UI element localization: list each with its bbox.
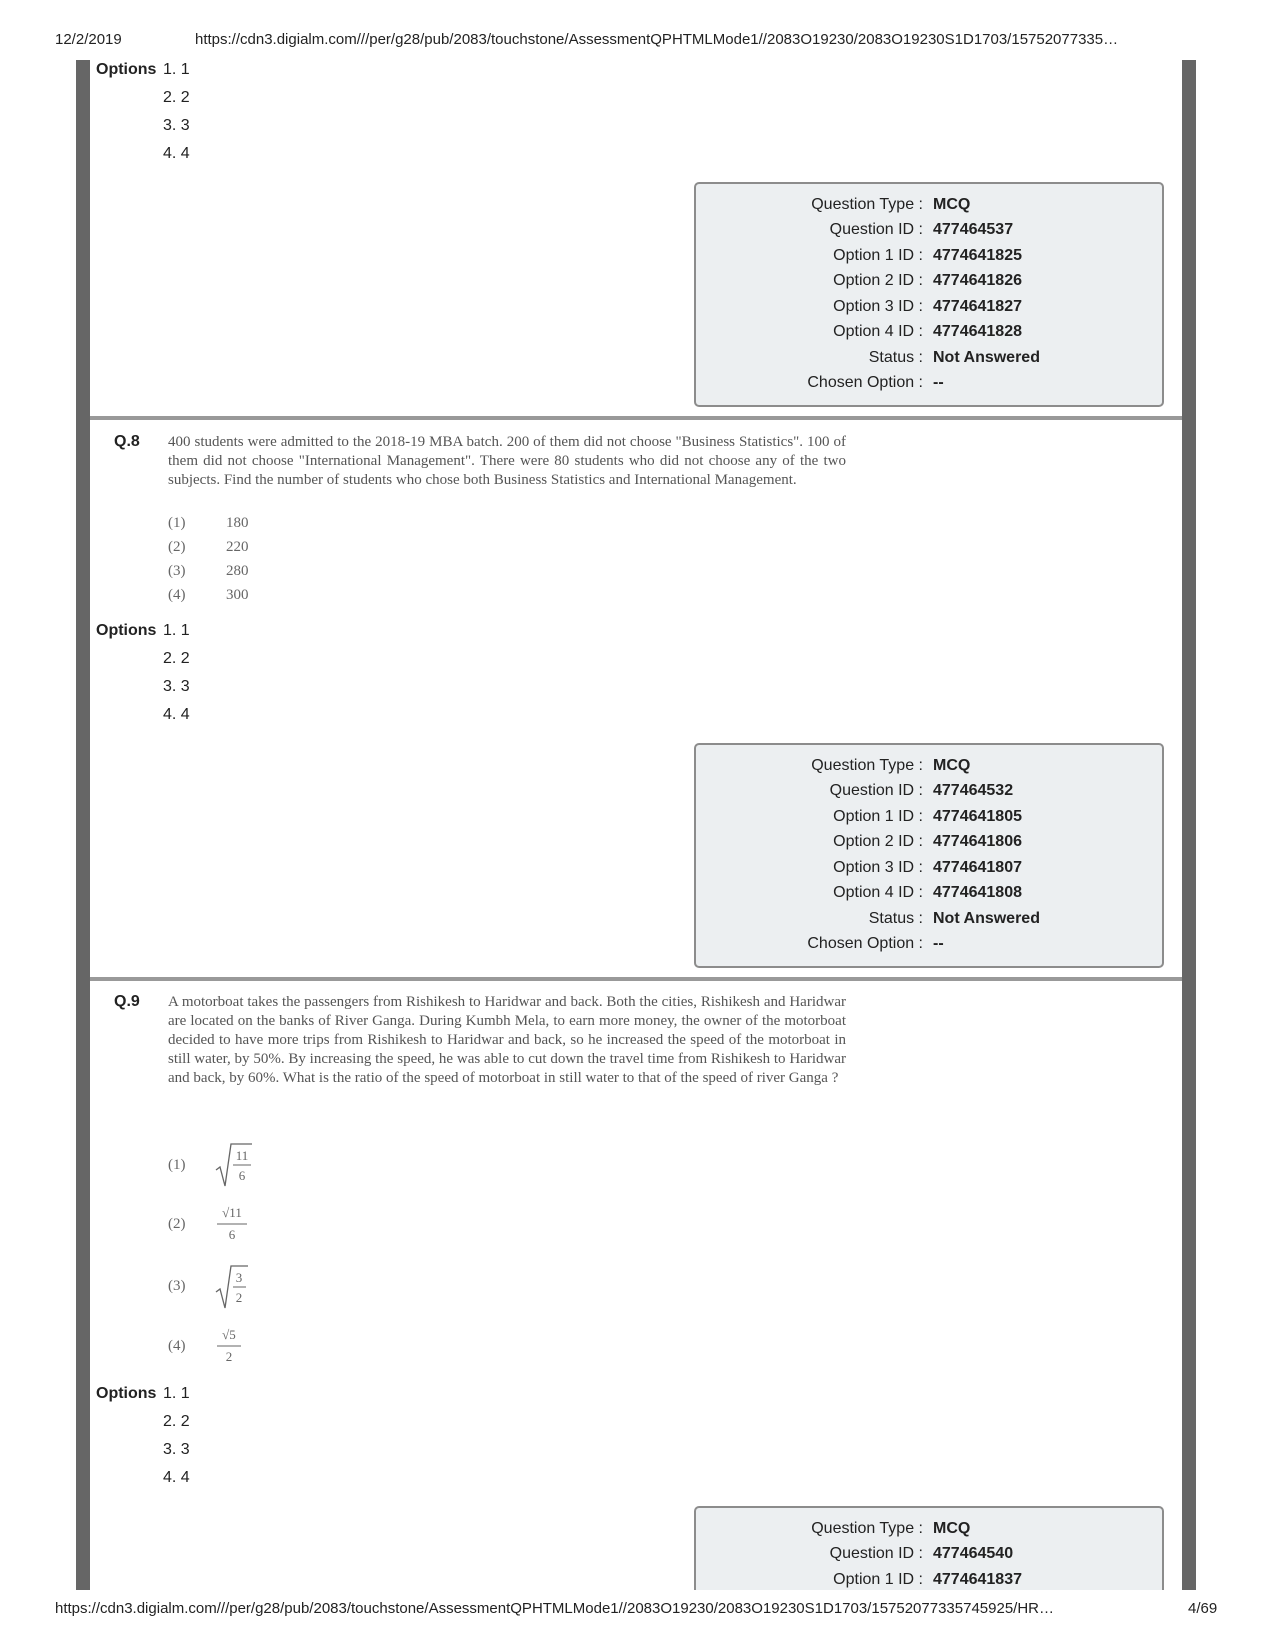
- fraction-denominator: 6: [238, 1168, 246, 1183]
- option3-id-label: Option 3 ID :: [833, 298, 923, 315]
- option-4: 4. 4: [163, 1469, 190, 1486]
- option-4: 4. 4: [163, 145, 190, 162]
- option3-id-value: 4774641827: [933, 298, 1022, 315]
- question-text: 400 students were admitted to the 2018-19 MBA batch. 200 of them did not choose "Business Statistics". 100 of them did not choose "International Management". There were 80 students who did not choose any of the two subjects. Find the number of students who chose both Business Statistics and International Management.: [168, 434, 846, 488]
- question-type-value: MCQ: [933, 1520, 971, 1537]
- option4-id-value: 4774641808: [933, 884, 1022, 901]
- fraction-denominator: 2: [235, 1290, 243, 1305]
- question-divider: [90, 977, 1182, 981]
- choice-number: (2): [168, 539, 186, 555]
- option-2: 2. 2: [163, 1413, 190, 1430]
- option-1: 1. 1: [163, 61, 190, 78]
- question-id-value: 477464532: [933, 782, 1014, 799]
- question-info-box: [694, 182, 1164, 407]
- option1-id-value: 4774641805: [933, 808, 1022, 825]
- choice-text: 180: [226, 515, 249, 531]
- math-fraction-sqrt11-6: [214, 1200, 254, 1248]
- chosen-option-label: Chosen Option :: [807, 374, 923, 391]
- option3-id-label: Option 3 ID :: [833, 859, 923, 876]
- option1-id-label: Option 1 ID :: [833, 808, 923, 825]
- fraction-numerator: √5: [222, 1327, 236, 1342]
- option2-id-value: 4774641826: [933, 272, 1022, 289]
- question-text: A motorboat takes the passengers from Rishikesh to Haridwar and back. Both the cities, Rishikesh and Haridwar are located on the banks of River Ganga. During Kumbh Mela, to earn more money, the owner of the motorboat decided to have more trips from Rishikesh to Haridwar and back, so he increased the speed of the motorboat in still water, by 50%. By increasing the speed, he was able to cut down the travel time from Rishikesh to Haridwar and back, by 60%. What is the ratio of the speed of motorboat in still water to that of the speed of river Ganga ?: [168, 994, 846, 1086]
- option4-id-value: 4774641828: [933, 323, 1022, 340]
- right-border: [1182, 60, 1196, 1590]
- question-id-value: 477464537: [933, 221, 1014, 238]
- option1-id-value: 4774641837: [933, 1571, 1022, 1588]
- question-type-value: MCQ: [933, 757, 971, 774]
- question-type-value: MCQ: [933, 196, 971, 213]
- option-1: 1. 1: [163, 622, 190, 639]
- question-choice-4: [168, 587, 249, 604]
- chosen-option-value: --: [933, 935, 944, 952]
- left-border: [76, 60, 90, 1590]
- options-label: Options: [96, 1385, 157, 1402]
- fraction-denominator: 6: [228, 1227, 236, 1242]
- option1-id-value: 4774641825: [933, 247, 1022, 264]
- option1-id-label: Option 1 ID :: [833, 1571, 923, 1588]
- status-value: Not Answered: [933, 910, 1040, 927]
- footer-url: https://cdn3.digialm.com///per/g28/pub/2083/touchstone/AssessmentQPHTMLMode1//2083O19230/2083O19230S1D1703/15752077335745925/HR…: [55, 1600, 1055, 1617]
- question-type-label: Question Type :: [811, 196, 923, 213]
- option2-id-label: Option 2 ID :: [833, 272, 923, 289]
- option-1: 1. 1: [163, 1385, 190, 1402]
- question-id-label: Question ID :: [829, 221, 923, 238]
- option-3: 3. 3: [163, 1441, 190, 1458]
- option4-id-label: Option 4 ID :: [833, 323, 923, 340]
- chosen-option-value: --: [933, 374, 944, 391]
- choice-text: 220: [226, 539, 249, 555]
- question-choice-1: [168, 515, 249, 532]
- question-type-label: Question Type :: [811, 757, 923, 774]
- option-3: 3. 3: [163, 678, 190, 695]
- option-3: 3. 3: [163, 117, 190, 134]
- option2-id-label: Option 2 ID :: [833, 833, 923, 850]
- option-4: 4. 4: [163, 706, 190, 723]
- fraction-numerator: 3: [235, 1270, 243, 1285]
- question-choice-2: [168, 539, 249, 556]
- status-label: Status :: [868, 910, 923, 927]
- fraction-numerator: 11: [235, 1148, 249, 1163]
- option-2: 2. 2: [163, 650, 190, 667]
- question-number: Q.9: [114, 993, 140, 1010]
- options-label: Options: [96, 61, 157, 78]
- question-id-label: Question ID :: [829, 782, 923, 799]
- choice-number: (1): [168, 515, 186, 531]
- question-type-label: Question Type :: [811, 1520, 923, 1537]
- question-info-box: [694, 743, 1164, 968]
- choice-number: (4): [168, 1338, 186, 1354]
- option4-id-label: Option 4 ID :: [833, 884, 923, 901]
- question-id-label: Question ID :: [829, 1545, 923, 1562]
- option1-id-label: Option 1 ID :: [833, 247, 923, 264]
- print-url: https://cdn3.digialm.com///per/g28/pub/2083/touchstone/AssessmentQPHTMLMode1//2083O19230/2083O19230S1D1703/15752077335…: [195, 31, 1119, 48]
- choice-number: (3): [168, 1278, 186, 1294]
- chosen-option-label: Chosen Option :: [807, 935, 923, 952]
- math-sqrt-fraction-3-2: [214, 1262, 254, 1312]
- print-date: 12/2/2019: [55, 31, 122, 48]
- page-number: 4/69: [1188, 1600, 1218, 1617]
- status-label: Status :: [868, 349, 923, 366]
- question-choice-3: [168, 563, 249, 580]
- choice-number: (2): [168, 1216, 186, 1232]
- choice-text: 300: [226, 587, 249, 603]
- math-fraction-sqrt5-2: [214, 1322, 254, 1370]
- question-info-box: [694, 1506, 1164, 1590]
- math-sqrt-fraction-11-6: [214, 1140, 254, 1190]
- question-divider: [90, 416, 1182, 420]
- fraction-numerator: √11: [222, 1205, 242, 1220]
- option3-id-value: 4774641807: [933, 859, 1022, 876]
- choice-number: (1): [168, 1157, 186, 1173]
- choice-number: (3): [168, 563, 186, 579]
- question-number: Q.8: [114, 433, 140, 450]
- status-value: Not Answered: [933, 349, 1040, 366]
- choice-number: (4): [168, 587, 186, 603]
- fraction-denominator: 2: [225, 1349, 233, 1364]
- option-2: 2. 2: [163, 89, 190, 106]
- option2-id-value: 4774641806: [933, 833, 1022, 850]
- choice-text: 280: [226, 563, 249, 579]
- question-id-value: 477464540: [933, 1545, 1014, 1562]
- options-label: Options: [96, 622, 157, 639]
